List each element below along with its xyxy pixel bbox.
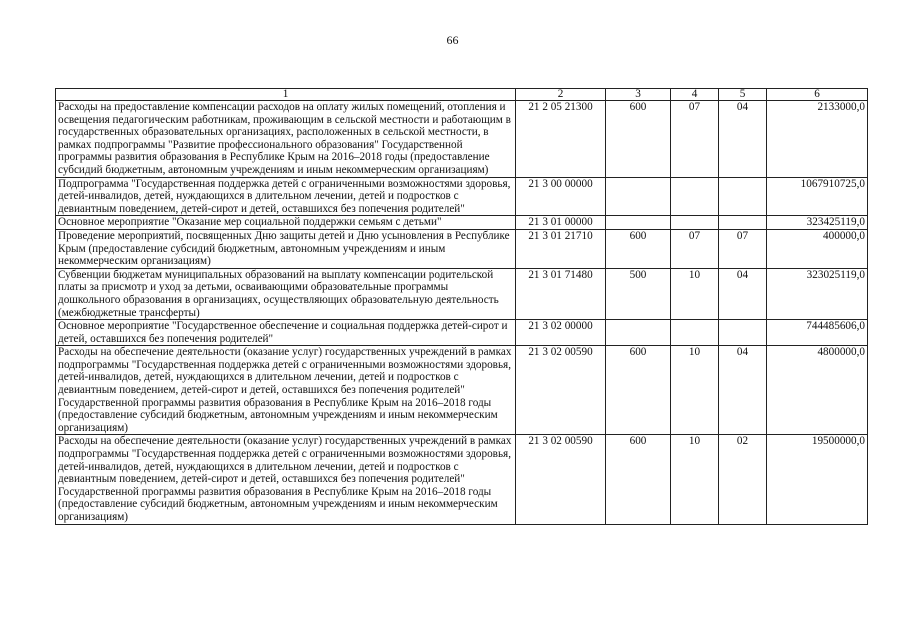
row-subsection: 02 xyxy=(719,435,767,524)
row-description: Расходы на предоставление компенсации расходов на оплату жилых помещений, отопления и освещения педагогическим работникам, проживающим в сельской местности и работающим в государственных образовательных организациях, расположенных в сельской местности, в рамках подпрограммы "Развитие профессионального образования" Государственной программы развития образования в Республике Крым на 2016–2018 годы (предоставление субсидий бюджетным, автономным учреждениям и иным некоммерческим организациям) xyxy=(56,101,516,178)
row-description: Субвенции бюджетам муниципальных образований на выплату компенсации родительской платы за присмотр и уход за детьми, осваивающими образовательные программы дошкольного образования в организациях, осуществляющих образовательную деятельность (межбюджетные трансферты) xyxy=(56,268,516,319)
header-col-3: 3 xyxy=(606,89,671,101)
row-section: 10 xyxy=(671,435,719,524)
header-col-1: 1 xyxy=(56,89,516,101)
row-code: 21 3 01 00000 xyxy=(516,216,606,230)
row-code: 21 3 01 21710 xyxy=(516,229,606,268)
row-amount: 19500000,0 xyxy=(767,435,868,524)
row-code: 21 3 02 00590 xyxy=(516,346,606,435)
row-description: Проведение мероприятий, посвященных Дню защиты детей и Дню усыновления в Республике Крым (предоставление субсидий бюджетным, автономным учреждениям и иным некоммерческим организациям) xyxy=(56,229,516,268)
row-amount: 744485606,0 xyxy=(767,320,868,346)
row-expense-type xyxy=(606,177,671,216)
row-code: 21 3 00 00000 xyxy=(516,177,606,216)
row-expense-type: 600 xyxy=(606,435,671,524)
row-expense-type: 600 xyxy=(606,101,671,178)
header-col-6: 6 xyxy=(767,89,868,101)
row-section xyxy=(671,177,719,216)
row-subsection xyxy=(719,177,767,216)
table-row xyxy=(56,177,868,216)
row-amount: 323425119,0 xyxy=(767,216,868,230)
row-subsection xyxy=(719,320,767,346)
table-row xyxy=(56,216,868,230)
row-description: Основное мероприятие "Оказание мер социальной поддержки семьям с детьми" xyxy=(56,216,516,230)
row-code: 21 3 02 00590 xyxy=(516,435,606,524)
row-amount: 400000,0 xyxy=(767,229,868,268)
table-row xyxy=(56,229,868,268)
row-subsection: 04 xyxy=(719,268,767,319)
row-description: Расходы на обеспечение деятельности (оказание услуг) государственных учреждений в рамках подпрограммы "Государственная поддержка детей с ограниченными возможностями здоровья, детей-инвалидов, детей, нуждающихся в длительном лечении, детей и подростков с девиантным поведением, детей-сирот и детей, оставшихся без попечения родителей" Государственной программы развития образования в Республике Крым на 2016–2018 годы (предоставление субсидий бюджетным, автономным учреждениям и иным некоммерческим организациям) xyxy=(56,346,516,435)
header-col-4: 4 xyxy=(671,89,719,101)
row-subsection: 07 xyxy=(719,229,767,268)
row-code: 21 3 01 71480 xyxy=(516,268,606,319)
table-row xyxy=(56,320,868,346)
row-section xyxy=(671,216,719,230)
row-expense-type xyxy=(606,216,671,230)
row-description: Подпрограмма "Государственная поддержка детей с ограниченными возможностями здоровья, детей-инвалидов, детей, нуждающихся в длительном лечении, детей и подростков с девиантным поведением, детей-сирот и детей, оставшихся без попечения родителей" xyxy=(56,177,516,216)
table-row xyxy=(56,346,868,435)
table-header-row xyxy=(56,89,868,101)
row-section: 07 xyxy=(671,229,719,268)
row-description: Основное мероприятие "Государственное обеспечение и социальная поддержка детей-сирот и детей, оставшихся без попечения родителей" xyxy=(56,320,516,346)
page-number: 66 xyxy=(446,33,459,47)
row-subsection: 04 xyxy=(719,101,767,178)
table-row xyxy=(56,268,868,319)
row-expense-type xyxy=(606,320,671,346)
row-code: 21 2 05 21300 xyxy=(516,101,606,178)
row-expense-type: 600 xyxy=(606,346,671,435)
row-section: 07 xyxy=(671,101,719,178)
row-expense-type: 600 xyxy=(606,229,671,268)
row-subsection xyxy=(719,216,767,230)
row-amount: 2133000,0 xyxy=(767,101,868,178)
row-code: 21 3 02 00000 xyxy=(516,320,606,346)
row-amount: 4800000,0 xyxy=(767,346,868,435)
header-col-2: 2 xyxy=(516,89,606,101)
row-section xyxy=(671,320,719,346)
table-row xyxy=(56,435,868,524)
header-col-5: 5 xyxy=(719,89,767,101)
row-expense-type: 500 xyxy=(606,268,671,319)
budget-table xyxy=(55,88,868,525)
row-subsection: 04 xyxy=(719,346,767,435)
row-section: 10 xyxy=(671,346,719,435)
table-row xyxy=(56,101,868,178)
row-description: Расходы на обеспечение деятельности (оказание услуг) государственных учреждений в рамках подпрограммы "Государственная поддержка детей с ограниченными возможностями здоровья, детей-инвалидов, детей, нуждающихся в длительном лечении, детей и подростков с девиантным поведением, детей-сирот и детей, оставшихся без попечения родителей" Государственной программы развития образования в Республике Крым на 2016–2018 годы (предоставление субсидий бюджетным, автономным учреждениям и иным некоммерческим организациям) xyxy=(56,435,516,524)
row-amount: 323025119,0 xyxy=(767,268,868,319)
row-amount: 1067910725,0 xyxy=(767,177,868,216)
row-section: 10 xyxy=(671,268,719,319)
